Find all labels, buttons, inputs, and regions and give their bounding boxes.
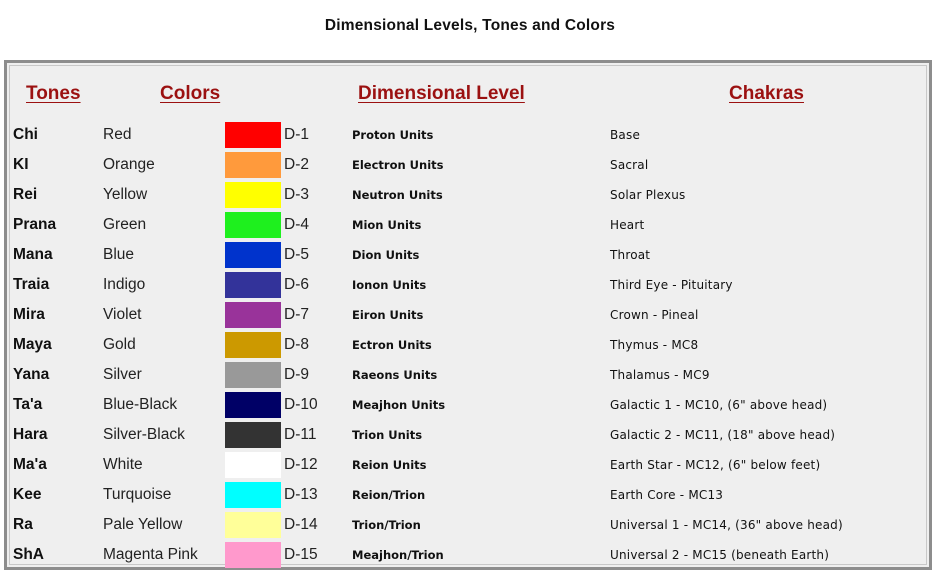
color-swatch bbox=[225, 152, 281, 178]
color-name-cell: White bbox=[103, 456, 143, 473]
dimension-cell: D-12 bbox=[284, 456, 318, 473]
dimension-cell: D-3 bbox=[284, 186, 309, 203]
color-swatch bbox=[225, 212, 281, 238]
units-cell: Reion/Trion bbox=[352, 488, 426, 502]
tone-cell: Rei bbox=[13, 186, 38, 203]
color-name-cell: Indigo bbox=[103, 276, 146, 293]
chakra-cell: Universal 2 - MC15 (beneath Earth) bbox=[610, 548, 830, 562]
color-swatch bbox=[225, 422, 281, 448]
dimension-cell: D-7 bbox=[284, 306, 309, 323]
chakra-cell: Thymus - MC8 bbox=[610, 338, 699, 352]
chakra-cell: Universal 1 - MC14, (36" above head) bbox=[610, 518, 843, 532]
tone-cell: Hara bbox=[13, 426, 48, 443]
color-name-cell: Blue bbox=[103, 246, 135, 263]
color-name-cell: Pale Yellow bbox=[103, 516, 183, 533]
tone-cell: Ra bbox=[13, 516, 33, 533]
table-row bbox=[0, 330, 940, 360]
table-row bbox=[0, 300, 940, 330]
color-name-cell: Yellow bbox=[103, 186, 148, 203]
table-row bbox=[0, 270, 940, 300]
dimension-cell: D-2 bbox=[284, 156, 309, 173]
color-swatch bbox=[225, 512, 281, 538]
chakra-cell: Sacral bbox=[610, 158, 649, 172]
header-colors: Colors bbox=[160, 83, 221, 104]
tone-cell: ShA bbox=[13, 546, 44, 563]
tone-cell: Ma'a bbox=[13, 456, 47, 473]
color-name-cell: Green bbox=[103, 216, 147, 233]
units-cell: Neutron Units bbox=[352, 188, 443, 202]
table-row bbox=[0, 120, 940, 150]
chakra-cell: Earth Core - MC13 bbox=[610, 488, 724, 502]
table-row bbox=[0, 240, 940, 270]
dimension-cell: D-10 bbox=[284, 396, 318, 413]
header-tones: Tones bbox=[26, 83, 81, 104]
color-name-cell: Blue-Black bbox=[103, 396, 178, 413]
units-cell: Trion Units bbox=[352, 428, 423, 442]
dimension-cell: D-15 bbox=[284, 546, 318, 563]
tone-cell: Kee bbox=[13, 486, 42, 503]
header-chakras: Chakras bbox=[729, 83, 804, 104]
chakra-cell: Third Eye - Pituitary bbox=[610, 278, 733, 292]
table-row bbox=[0, 150, 940, 180]
color-swatch bbox=[225, 122, 281, 148]
tone-cell: Traia bbox=[13, 276, 50, 293]
color-name-cell: Silver-Black bbox=[103, 426, 185, 443]
tone-cell: Ta'a bbox=[13, 396, 43, 413]
chakra-cell: Heart bbox=[610, 218, 645, 232]
color-name-cell: Red bbox=[103, 126, 132, 143]
color-swatch bbox=[225, 302, 281, 328]
units-cell: Mion Units bbox=[352, 218, 422, 232]
chakra-cell: Galactic 2 - MC11, (18" above head) bbox=[610, 428, 836, 442]
dimension-cell: D-9 bbox=[284, 366, 309, 383]
color-swatch bbox=[225, 452, 281, 478]
chakra-cell: Earth Star - MC12, (6" below feet) bbox=[610, 458, 821, 472]
units-cell: Reion Units bbox=[352, 458, 427, 472]
color-swatch bbox=[225, 332, 281, 358]
dimension-cell: D-14 bbox=[284, 516, 318, 533]
tone-cell: Prana bbox=[13, 216, 57, 233]
chakra-cell: Crown - Pineal bbox=[610, 308, 699, 322]
units-cell: Trion/Trion bbox=[352, 518, 421, 532]
color-name-cell: Gold bbox=[103, 336, 136, 353]
units-cell: Raeons Units bbox=[352, 368, 438, 382]
units-cell: Electron Units bbox=[352, 158, 444, 172]
dimension-cell: D-13 bbox=[284, 486, 318, 503]
header-dimensional-level: Dimensional Level bbox=[358, 83, 525, 104]
units-cell: Meajhon Units bbox=[352, 398, 446, 412]
table-row bbox=[0, 360, 940, 390]
chakra-cell: Throat bbox=[610, 248, 651, 262]
chakra-cell: Solar Plexus bbox=[610, 188, 686, 202]
tone-cell: Maya bbox=[13, 336, 52, 353]
units-cell: Meajhon/Trion bbox=[352, 548, 444, 562]
tone-cell: Mira bbox=[13, 306, 45, 323]
color-name-cell: Violet bbox=[103, 306, 142, 323]
color-name-cell: Orange bbox=[103, 156, 155, 173]
color-swatch bbox=[225, 182, 281, 208]
units-cell: Proton Units bbox=[352, 128, 434, 142]
tone-cell: Mana bbox=[13, 246, 53, 263]
units-cell: Eiron Units bbox=[352, 308, 424, 322]
units-cell: Ectron Units bbox=[352, 338, 432, 352]
dimension-cell: D-6 bbox=[284, 276, 309, 293]
units-cell: Dion Units bbox=[352, 248, 420, 262]
color-name-cell: Silver bbox=[103, 366, 142, 383]
dimension-cell: D-4 bbox=[284, 216, 309, 233]
color-swatch bbox=[225, 272, 281, 298]
table-row bbox=[0, 420, 940, 450]
table-row bbox=[0, 540, 940, 570]
color-name-cell: Turquoise bbox=[103, 486, 172, 503]
table-row bbox=[0, 390, 940, 420]
color-name-cell: Magenta Pink bbox=[103, 546, 198, 563]
dimension-cell: D-5 bbox=[284, 246, 309, 263]
chakra-cell: Base bbox=[610, 128, 641, 142]
color-swatch bbox=[225, 392, 281, 418]
table-row bbox=[0, 480, 940, 510]
tone-cell: Yana bbox=[13, 366, 50, 383]
color-swatch bbox=[225, 362, 281, 388]
units-cell: Ionon Units bbox=[352, 278, 427, 292]
dimension-cell: D-1 bbox=[284, 126, 309, 143]
page-title: Dimensional Levels, Tones and Colors bbox=[324, 17, 616, 34]
color-swatch bbox=[225, 542, 281, 568]
tone-cell: KI bbox=[13, 156, 29, 173]
dimension-cell: D-11 bbox=[284, 426, 317, 443]
dimension-cell: D-8 bbox=[284, 336, 309, 353]
table-row bbox=[0, 180, 940, 210]
table-row bbox=[0, 510, 940, 540]
table-row bbox=[0, 450, 940, 480]
table-row bbox=[0, 210, 940, 240]
chakra-cell: Thalamus - MC9 bbox=[610, 368, 710, 382]
chakra-cell: Galactic 1 - MC10, (6" above head) bbox=[610, 398, 828, 412]
color-swatch bbox=[225, 482, 281, 508]
tone-cell: Chi bbox=[13, 126, 38, 143]
color-swatch bbox=[225, 242, 281, 268]
